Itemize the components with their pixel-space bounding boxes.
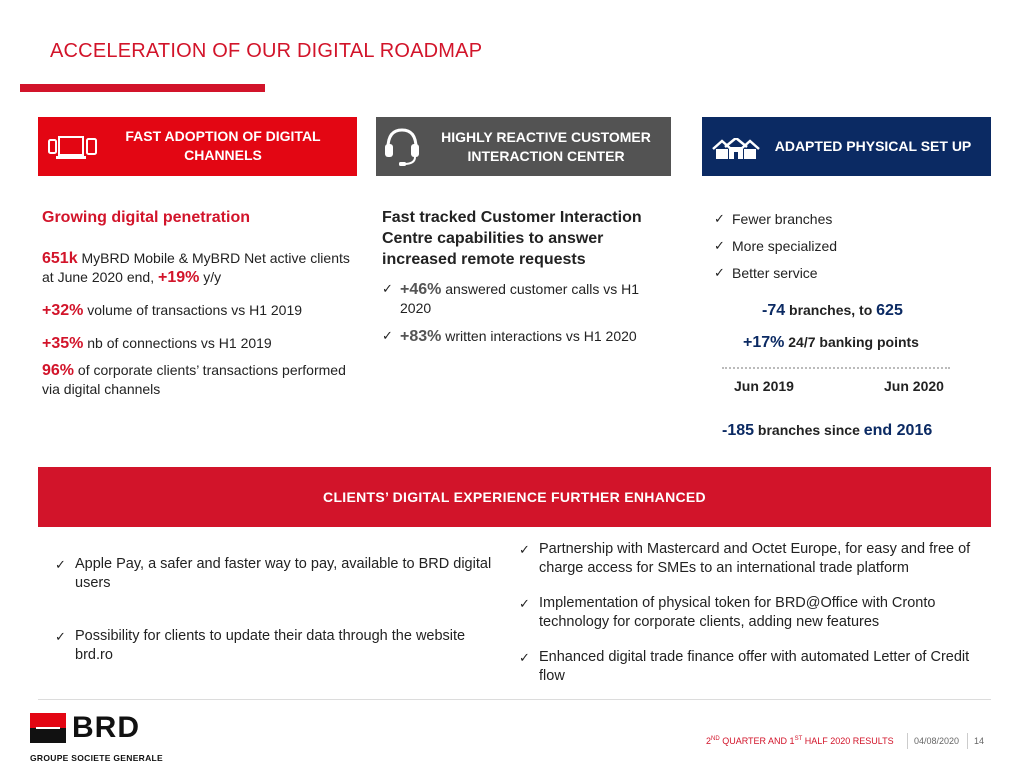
stat-active-clients	[42, 249, 362, 287]
stat-growth: +19%	[158, 269, 200, 286]
footer-separator	[967, 733, 968, 749]
list-item	[714, 210, 994, 228]
stat-text: written interactions vs H1 2020	[445, 328, 637, 344]
list-item-text: Possibility for clients to update their data through the website brd.ro	[75, 628, 466, 663]
pillar-label-line2: INTERACTION CENTER	[467, 148, 625, 164]
list-item-text: Partnership with Mastercard and Octet Europe, for easy and free of charge access for SMEs to an international trade platform	[539, 541, 971, 576]
timeline-divider	[722, 367, 950, 369]
list-item	[714, 264, 994, 282]
check-icon: ✓	[714, 238, 725, 253]
stat-value: -185	[722, 422, 755, 439]
stat-value: +46%	[400, 281, 442, 298]
check-icon: ✓	[519, 650, 530, 665]
check-text: More specialized	[732, 238, 838, 254]
footer-separator	[907, 733, 908, 749]
pillar-label-line1: ADAPTED PHYSICAL SET UP	[774, 138, 972, 154]
stat-transactions	[42, 301, 362, 320]
list-item-text: Implementation of physical token for BRD@Office with Cronto technology for corporate clients, adding new features	[539, 595, 936, 630]
list-item-text: Enhanced digital trade finance offer with automated Letter of Credit flow	[539, 649, 970, 684]
pillar-digital-channels	[38, 117, 357, 176]
list-item	[519, 648, 989, 686]
half-suffix: ST	[794, 736, 803, 742]
check-icon: ✓	[714, 211, 725, 226]
check-icon: ✓	[714, 265, 725, 280]
page-number: 14	[974, 736, 985, 746]
stat-text: volume of transactions vs H1 2019	[87, 302, 303, 318]
stat-value: -74	[762, 302, 786, 319]
devices-icon	[48, 134, 98, 165]
interaction-heading: Fast tracked Customer Interaction Centre capabilities to answer increased remote requests	[382, 209, 642, 268]
stat-text: nb of connections vs H1 2019	[87, 335, 272, 351]
headset-icon	[382, 126, 422, 171]
physical-setup-checks	[714, 210, 994, 291]
stat-period: end 2016	[863, 422, 933, 439]
logo-wordmark: BRD	[72, 711, 140, 744]
stat-text: branches, to	[789, 302, 873, 318]
check-icon: ✓	[382, 281, 393, 296]
check-icon: ✓	[55, 557, 66, 572]
stat-branches-since	[722, 422, 932, 440]
quarter-suffix: ND	[711, 736, 720, 742]
title-underline	[20, 84, 265, 92]
list-item	[55, 627, 495, 665]
enhancements-right	[519, 540, 989, 686]
stat-value: +35%	[42, 335, 84, 352]
stat-value: +17%	[743, 334, 785, 351]
check-icon: ✓	[55, 629, 66, 644]
year-right: Jun 2020	[884, 378, 944, 394]
stat-corporate	[42, 361, 362, 398]
list-item	[382, 280, 672, 317]
half-text: HALF 2020 RESULTS	[804, 736, 894, 746]
logo-subtitle: GROUPE SOCIETE GENERALE	[30, 753, 164, 763]
section-banner	[38, 467, 991, 527]
page-title: ACCELERATION OF OUR DIGITAL ROADMAP	[50, 40, 483, 62]
check-text: Better service	[732, 265, 818, 281]
footer-report-title	[706, 736, 894, 746]
stat-total: 625	[876, 302, 903, 319]
pillar-label-line1: HIGHLY REACTIVE CUSTOMER	[441, 129, 651, 145]
stat-text: 24/7 banking points	[788, 334, 919, 350]
footer-date: 04/08/2020	[914, 736, 960, 746]
list-item	[55, 555, 495, 593]
stat-value: +32%	[42, 302, 84, 319]
pillar-label-line1: FAST ADOPTION OF DIGITAL	[125, 128, 321, 144]
logo-mark-icon	[30, 713, 66, 743]
list-item	[519, 594, 989, 632]
stat-value: 96%	[42, 362, 75, 379]
digital-heading: Growing digital penetration	[42, 209, 250, 226]
stat-text: answered customer calls vs H1 2020	[400, 281, 640, 316]
footer-divider	[38, 699, 991, 700]
stat-branches	[762, 302, 903, 320]
list-item	[519, 540, 989, 578]
stat-value: 651k	[42, 250, 78, 267]
list-item	[714, 237, 994, 255]
interaction-center-section	[382, 207, 672, 356]
stat-text: branches since	[757, 422, 860, 438]
houses-icon	[712, 138, 760, 163]
pillar-label-line2: CHANNELS	[184, 147, 262, 163]
banner-label: CLIENTS’ DIGITAL EXPERIENCE FURTHER ENHANCED	[323, 489, 706, 505]
stat-text: MyBRD Mobile & MyBRD Net active clients at June 2020 end,	[42, 250, 350, 285]
check-icon: ✓	[519, 542, 530, 557]
pillar-physical-setup	[702, 117, 991, 176]
check-icon: ✓	[382, 328, 393, 343]
pillar-interaction-center	[376, 117, 671, 176]
list-item	[382, 327, 672, 346]
year-left: Jun 2019	[734, 378, 794, 394]
enhancements-left	[55, 555, 495, 665]
stat-value: +83%	[400, 328, 442, 345]
check-icon: ✓	[519, 596, 530, 611]
stat-connections	[42, 334, 362, 353]
quarter-number: 2	[706, 736, 712, 746]
stat-text: of corporate clients’ transactions performed via digital channels	[42, 362, 346, 397]
check-text: Fewer branches	[732, 211, 833, 227]
stat-text: y/y	[203, 269, 222, 285]
quarter-text: QUARTER AND 1	[722, 736, 795, 746]
digital-penetration-section	[42, 207, 362, 412]
stat-banking-points	[743, 334, 919, 352]
list-item-text: Apple Pay, a safer and faster way to pay, available to BRD digital users	[75, 556, 492, 591]
